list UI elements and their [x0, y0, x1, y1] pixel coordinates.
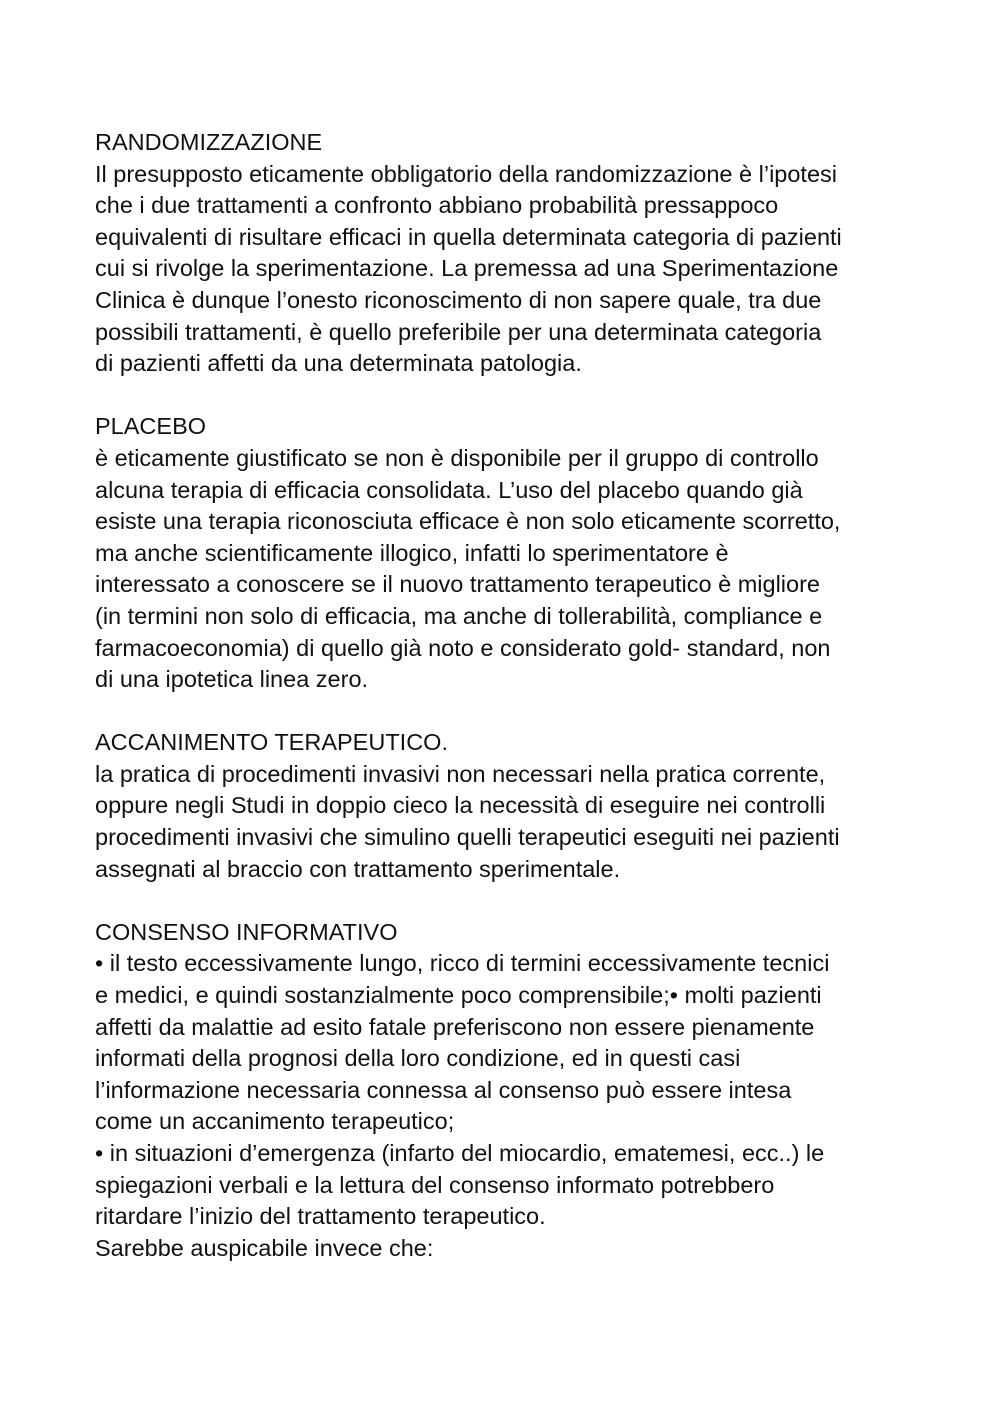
text-line: equivalenti di risultare efficaci in quella determinata categoria di pazienti — [95, 223, 842, 250]
section-placebo — [95, 411, 925, 695]
text-line: affetti da malattie ad esito fatale preferiscono non essere pienamente — [95, 1013, 815, 1040]
paragraph-gap — [95, 696, 925, 728]
text-line: esiste una terapia riconosciuta efficace è non solo eticamente scorretto, — [95, 508, 841, 535]
section-heading: RANDOMIZZAZIONE — [95, 129, 323, 155]
text-line: Clinica è dunque l’onesto riconoscimento di non sapere quale, tra due — [95, 286, 822, 313]
text-line: • in situazioni d’emergenza (infarto del miocardio, ematemesi, ecc..) le — [95, 1140, 825, 1166]
text-line: oppure negli Studi in doppio cieco la necessità di eseguire nei controlli — [95, 792, 826, 819]
text-line: farmacoeconomia) di quello già noto e considerato gold- standard, non — [95, 634, 831, 661]
text-line: ritardare l’inizio del trattamento terapeutico. — [95, 1203, 546, 1230]
text-line: Sarebbe auspicabile invece che: — [95, 1234, 434, 1261]
paragraph-gap — [95, 380, 925, 412]
text-line: informati della prognosi della loro condizione, ed in questi casi — [95, 1045, 741, 1072]
text-line: interessato a conoscere se il nuovo trattamento terapeutico è migliore — [95, 571, 820, 598]
text-line: possibili trattamenti, è quello preferibile per una determinata categoria — [95, 318, 822, 345]
text-line: assegnati al braccio con trattamento sperimentale. — [95, 855, 621, 882]
section-accanimento-terapeutico — [95, 727, 925, 885]
section-heading: ACCANIMENTO TERAPEUTICO. — [95, 729, 448, 756]
text-line: cui si rivolge la sperimentazione. La premessa ad una Sperimentazione — [95, 255, 839, 282]
text-line: procedimenti invasivi che simulino quelli terapeutici eseguiti nei pazienti — [95, 824, 840, 851]
section-heading: PLACEBO — [95, 413, 207, 440]
document-page — [95, 127, 925, 1264]
text-line: Il presupposto eticamente obbligatorio della randomizzazione è l’ipotesi — [95, 160, 837, 187]
section-consenso-informativo — [95, 917, 925, 1265]
text-line: • il testo eccessivamente lungo, ricco di termini eccessivamente tecnici — [95, 950, 830, 977]
text-line: spiegazioni verbali e la lettura del consenso informato potrebbero — [95, 1171, 775, 1198]
text-line: alcuna terapia di efficacia consolidata. L’uso del placebo quando già — [95, 476, 803, 503]
text-line: (in termini non solo di efficacia, ma anche di tollerabilità, compliance e — [95, 602, 823, 629]
paragraph-gap — [95, 885, 925, 917]
text-line: che i due trattamenti a confronto abbiano probabilità pressappoco — [95, 192, 779, 219]
text-line: come un accanimento terapeutico; — [95, 1108, 455, 1135]
text-line: la pratica di procedimenti invasivi non necessari nella pratica corrente, — [95, 760, 826, 787]
text-line: ma anche scientificamente illogico, infatti lo sperimentatore è — [95, 539, 729, 566]
section-randomizzazione — [95, 127, 925, 380]
section-heading: CONSENSO INFORMATIVO — [95, 918, 398, 945]
text-line: l’informazione necessaria connessa al consenso può essere intesa — [95, 1076, 792, 1103]
text-line: e medici, e quindi sostanzialmente poco comprensibile;• molti pazienti — [95, 982, 822, 1009]
text-line: di pazienti affetti da una determinata patologia. — [95, 350, 582, 377]
text-line: di una ipotetica linea zero. — [95, 666, 369, 693]
text-line: è eticamente giustificato se non è disponibile per il gruppo di controllo — [95, 444, 819, 471]
